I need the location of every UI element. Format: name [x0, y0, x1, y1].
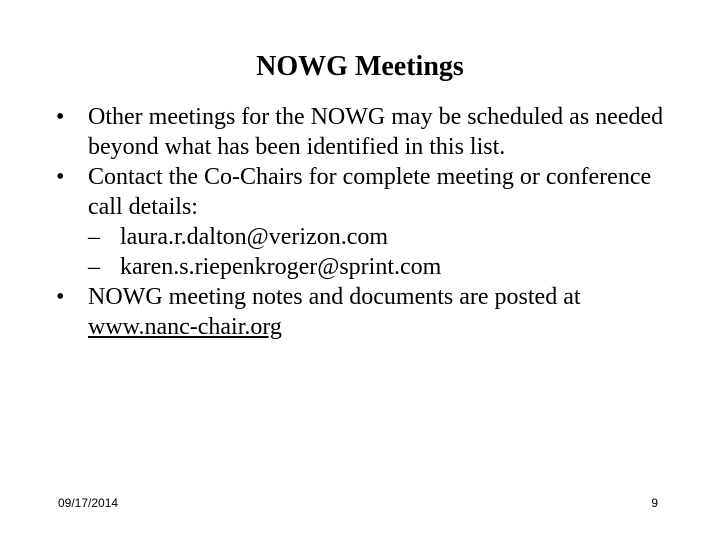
sub-bullet-email-dalton [56, 222, 666, 252]
website-link[interactable]: www.nanc-chair.org [88, 314, 282, 340]
sub-bullet-email-riepenkroger [56, 252, 666, 282]
bullet-item-meeting-notes [56, 282, 666, 342]
footer-date: 09/17/2014 [58, 496, 119, 510]
slide-body [56, 102, 666, 342]
bullet-icon: • [56, 284, 65, 310]
bullet-text: NOWG meeting notes and documents are posted at [88, 284, 581, 310]
page-number: 9 [651, 496, 658, 510]
bullet-icon: • [56, 104, 65, 130]
bullet-text: Other meetings for the NOWG may be scheduled as needed beyond what has been identified in this list. [88, 104, 664, 160]
bullet-item-other-meetings [56, 102, 666, 162]
dash-icon: – [88, 254, 100, 280]
dash-icon: – [88, 224, 100, 250]
bullet-icon: • [56, 164, 65, 190]
email-text: laura.r.dalton@verizon.com [120, 224, 389, 250]
bullet-text: Contact the Co-Chairs for complete meeting or conference call details: [88, 164, 652, 220]
slide-title: NOWG Meetings [256, 51, 464, 82]
bullet-item-contact-co-chairs [56, 162, 666, 222]
email-text: karen.s.riepenkroger@sprint.com [120, 254, 442, 280]
